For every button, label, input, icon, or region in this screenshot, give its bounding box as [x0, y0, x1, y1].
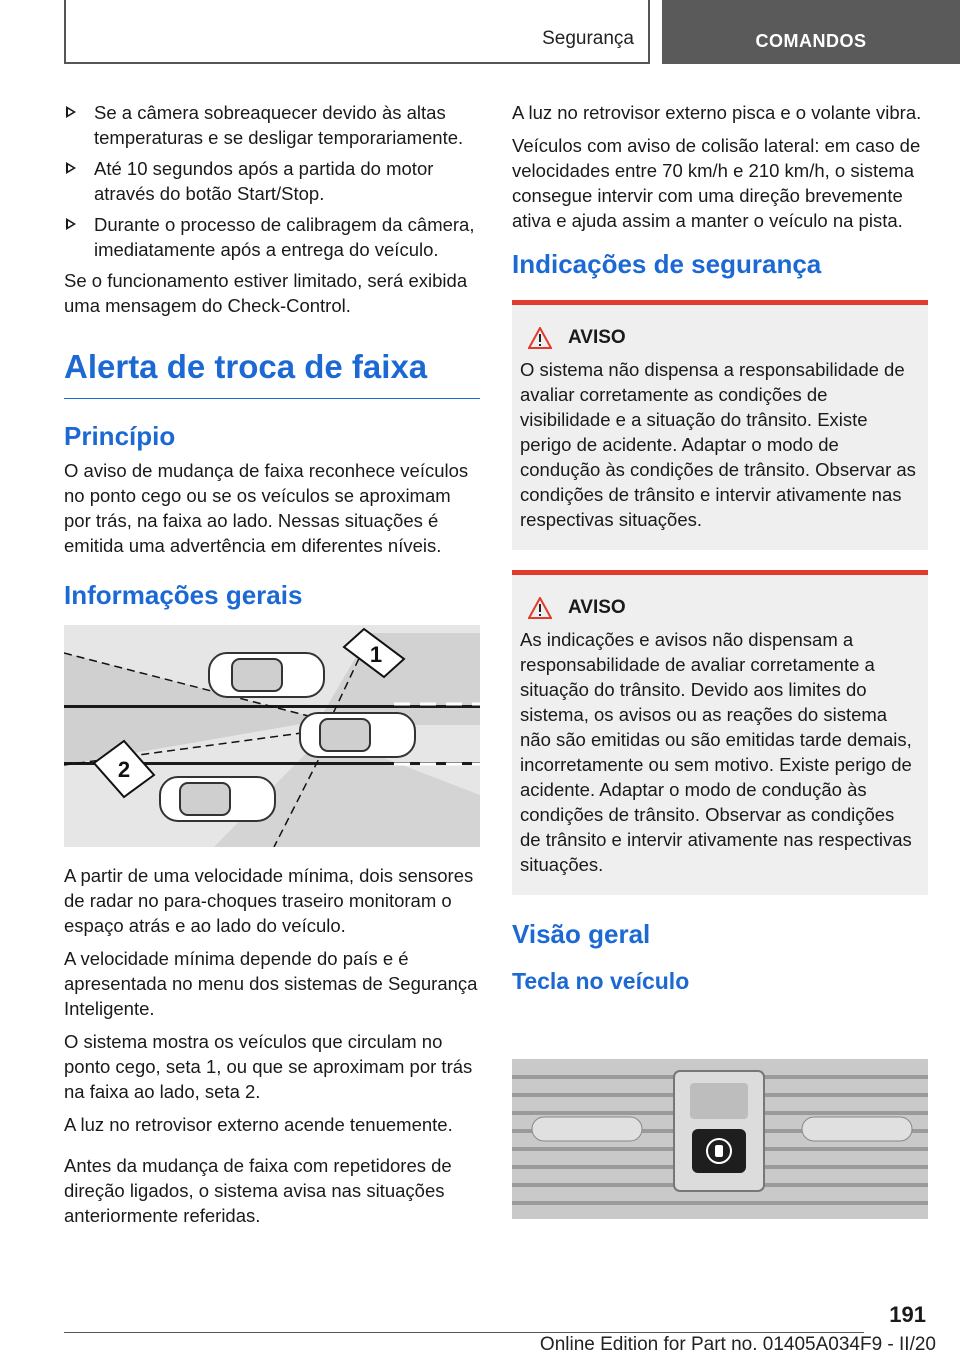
heading-seguranca: Indicações de segurança — [512, 249, 822, 279]
left-column — [64, 100, 480, 1236]
paragraph: A velocidade mínima depende do país e é apresentada no menu dos sistemas de Segurança Inteligente. — [64, 948, 478, 1019]
chapter-tab[interactable] — [662, 0, 960, 64]
heading-principio: Princípio — [64, 421, 176, 451]
warning-header — [520, 327, 920, 349]
svg-text:1: 1 — [369, 642, 383, 667]
bullet-triangle-icon — [66, 162, 76, 174]
warning-triangle-icon — [528, 597, 552, 619]
lane-change-illustration — [64, 625, 480, 847]
paragraph: Veículos com aviso de colisão lateral: em caso de velocidades entre 70 km/h e 210 km/h, o sistema consegue intervir com uma direção brevemente ativa e ajuda assim a manter o veículo na pista. — [512, 135, 921, 231]
bullet-item: Até 10 segundos após a partida do motor através do botão Start/Stop. — [64, 156, 480, 206]
warning-text: O sistema não dispensa a responsabilidade de avaliar corretamente as condições de visibilidade e a situação do trânsito. Existe perigo de acidente. Adaptar o modo de condução às condições de trânsito. Observar as condições de trânsito e intervir ativamente nas respectivas situações. — [520, 359, 916, 530]
warning-header — [520, 597, 920, 619]
footer-edition: Online Edition for Part no. 01405A034F9 - II/20 — [539, 1334, 936, 1355]
warning-title: AVISO — [568, 327, 626, 348]
vehicle-button-photo — [512, 1013, 928, 1231]
header-box — [64, 0, 650, 64]
car-bottom-icon — [160, 777, 275, 821]
warning-triangle-icon — [528, 327, 552, 349]
bullet-triangle-icon — [66, 106, 76, 118]
warning-text: As indicações e avisos não dispensam a responsabilidade de avaliar corretamente a situação do trânsito. Devido aos limites do sistema, os avisos ou as reações do sistema não são emitidas ou são emitidas tarde demais, incorretamente ou sem motivo. Existe perigo de acidente. Adaptar o modo de condução às condições de trânsito. Observar as condições de trânsito e intervir ativamente nas respectivas situações. — [520, 629, 912, 875]
paragraph: Antes da mudança de faixa com repetidores de direção ligados, o sistema avisa nas situações anteriormente referidas. — [64, 1155, 452, 1226]
page-number: 191 — [889, 1302, 926, 1327]
warning-box — [512, 570, 928, 895]
right-column — [512, 100, 928, 1231]
chapter-tab-label: COMANDOS — [755, 31, 867, 51]
lane-diagram-svg — [64, 625, 480, 847]
footer-divider — [64, 1332, 864, 1333]
bullet-item: Se a câmera sobreaquecer devido às altas temperaturas e se desligar temporariamente. — [64, 100, 480, 150]
air-vent-illustration — [512, 1013, 928, 1231]
paragraph: O sistema mostra os veículos que circulam no ponto cego, seta 1, ou que se aproximam por trás na faixa ao lado, seta 2. — [64, 1031, 473, 1102]
bullet-item: Durante o processo de calibragem da câmera, imediatamente após a entrega do veículo. — [64, 212, 480, 262]
chapter-heading: Alerta de troca de faixa — [64, 348, 480, 399]
svg-text:2: 2 — [117, 757, 131, 782]
paragraph: Se o funcionamento estiver limitado, será exibida uma mensagem do Check-Control. — [64, 270, 468, 316]
paragraph: O aviso de mudança de faixa reconhece veículos no ponto cego ou se os veículos se aproximam por trás, na faixa ao lado. Nessas situações é emitida uma advertência em diferentes níveis. — [64, 460, 469, 556]
heading-informacoes: Informações gerais — [64, 580, 303, 610]
warning-box — [512, 300, 928, 550]
paragraph: A luz no retrovisor externo pisca e o volante vibra. — [512, 102, 922, 123]
bullet-triangle-icon — [66, 218, 76, 230]
heading-tecla: Tecla no veículo — [512, 968, 690, 994]
heading-visao-geral: Visão geral — [512, 919, 651, 949]
car-top-icon — [209, 653, 324, 697]
paragraph: A partir de uma velocidade mínima, dois sensores de radar no para-choques traseiro monitoram o espaço atrás e ao lado do veículo. — [64, 865, 474, 936]
section-title: Segurança — [542, 28, 634, 49]
warning-title: AVISO — [568, 597, 626, 618]
paragraph: A luz no retrovisor externo acende tenuemente. — [64, 1114, 453, 1135]
car-middle-icon — [300, 713, 415, 757]
